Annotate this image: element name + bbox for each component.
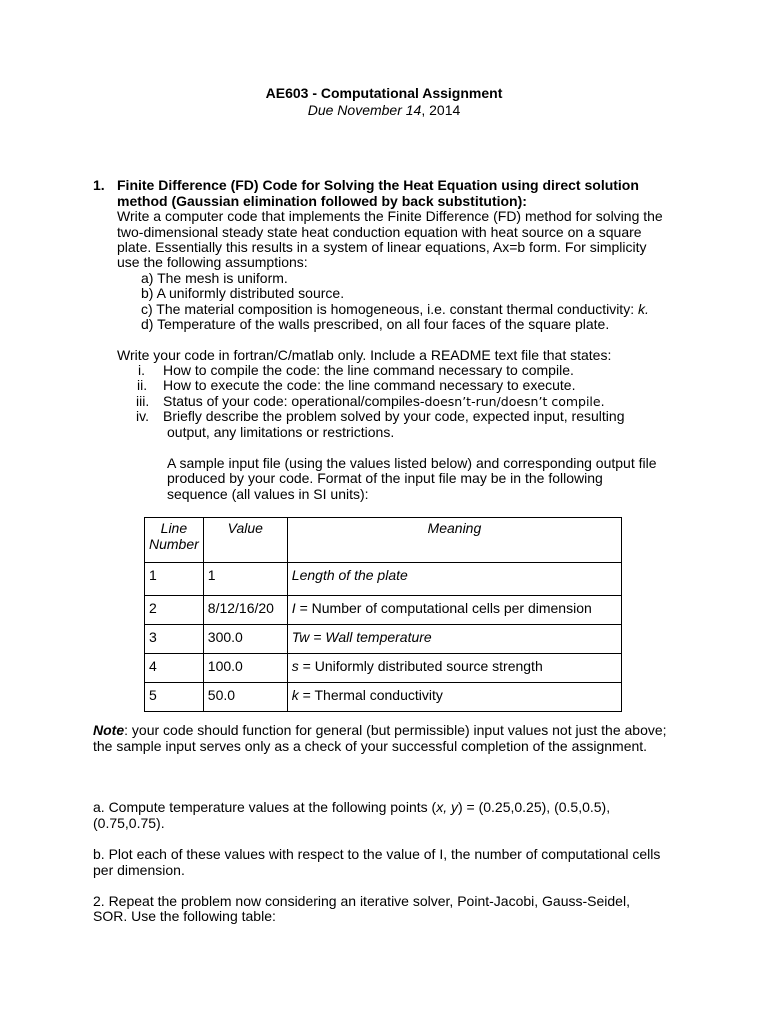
table-cell-meaning <box>287 683 621 712</box>
sample-description-line: A sample input file (using the values listed below) and corresponding output file <box>167 455 657 471</box>
part-b-line1: b. Plot each of these values with respect to the value of I, the number of computational cells <box>93 846 661 862</box>
table-cell-meaning-text: = Number of computational cells per dimension <box>295 600 592 616</box>
problem2-line2: SOR. Use the following table: <box>93 908 276 924</box>
part-a-line1 <box>93 799 610 815</box>
table-header-value: Value <box>203 518 287 563</box>
table-row <box>145 596 622 625</box>
table-cell-meaning-text: = Uniformly distributed source strength <box>298 658 543 674</box>
table-cell-var: I <box>291 600 296 616</box>
part-a-post: ) = (0.25,0.25), (0.5,0.5), <box>457 799 611 815</box>
table-row <box>145 683 622 712</box>
note-line1 <box>93 722 667 738</box>
table-row <box>145 563 622 596</box>
table-cell-var: k <box>291 687 299 703</box>
table-cell-meaning <box>287 654 621 683</box>
problem1-number: 1. <box>93 177 105 193</box>
table-row <box>145 625 622 654</box>
problem1-body-line: two-dimensional steady state heat conduction equation with heat source on a square <box>117 224 642 240</box>
part-b-line2: per dimension. <box>93 862 185 878</box>
readme-item-num: i. <box>138 362 145 378</box>
due-date <box>0 102 768 119</box>
problem1-heading-line2: method (Gaussian elimination followed by back substitution): <box>117 193 527 209</box>
readme-item-status-mono: doesn’t-run/doesn’t compile. <box>424 394 605 409</box>
readme-item-num: iii. <box>136 393 150 409</box>
note-label: Note <box>93 722 125 738</box>
readme-item-text: Briefly describe the problem solved by your code, expected input, resulting <box>163 408 625 424</box>
problem2-line1: 2. Repeat the problem now considering an iterative solver, Point-Jacobi, Gauss-Seidel, <box>93 893 630 909</box>
assumption-c-var: k. <box>637 301 649 317</box>
page-title: AE603 - Computational Assignment <box>265 85 503 101</box>
table-cell-value: 50.0 <box>203 683 287 712</box>
problem1-body-line: plate. Essentially this results in a system of linear equations, Ax=b form. For simplicity <box>117 239 647 255</box>
table-header-line-number <box>145 518 204 563</box>
assumption-c-text: c) The material composition is homogeneous, i.e. constant thermal conductivity: <box>141 301 638 317</box>
table-cell-line: 3 <box>145 625 204 654</box>
due-date-year: , 2014 <box>421 102 461 118</box>
note-line2: the sample input serves only as a check of your successful completion of the assignment. <box>93 738 648 754</box>
table-cell-value: 8/12/16/20 <box>203 596 287 625</box>
part-a-line2: (0.75,0.75). <box>93 815 165 831</box>
table-row <box>145 654 622 683</box>
table-cell-value: 300.0 <box>203 625 287 654</box>
problem1-body-line: use the following assumptions: <box>117 254 308 270</box>
readme-item-status-text: Status of your code: operational/compiles- <box>163 393 425 409</box>
assumption-a: a) The mesh is uniform. <box>141 270 288 286</box>
readme-item-num: ii. <box>137 377 148 393</box>
assumption-c <box>141 301 649 317</box>
part-a-xy: x, y <box>436 799 458 815</box>
table-cell-line: 2 <box>145 596 204 625</box>
sample-description-line: produced by your code. Format of the input file may be in the following <box>167 470 603 486</box>
due-date-prefix: Due November 14 <box>307 102 422 118</box>
part-a-pre: a. Compute temperature values at the following points ( <box>93 799 437 815</box>
input-parameters-table <box>144 517 622 712</box>
table-cell-var: s <box>291 658 299 674</box>
table-cell-value: 1 <box>203 563 287 596</box>
readme-item-num: iv. <box>136 408 149 424</box>
table-cell-meaning <box>287 596 621 625</box>
sample-description-line: sequence (all values in SI units): <box>167 486 369 502</box>
table-cell-meaning-text: = Thermal conductivity <box>298 687 443 703</box>
table-header-row <box>145 518 622 563</box>
readme-intro: Write your code in fortran/C/matlab only. Include a README text file that states: <box>117 347 612 363</box>
table-header-meaning: Meaning <box>287 518 621 563</box>
table-cell-meaning-text: Tw = Wall temperature <box>291 629 432 645</box>
note-text: : your code should function for general (but permissible) input values not just the above; <box>124 722 667 738</box>
problem1-heading-line1: Finite Difference (FD) Code for Solving the Heat Equation using direct solution <box>117 177 639 193</box>
readme-item-text: How to execute the code: the line command necessary to execute. <box>163 377 576 393</box>
table-cell-line: 5 <box>145 683 204 712</box>
problem1-body-line: Write a computer code that implements the Finite Difference (FD) method for solving the <box>117 208 663 224</box>
table-header-line: Line <box>160 520 188 536</box>
table-cell-meaning-text: Length of the plate <box>291 567 408 583</box>
table-header-number: Number <box>149 536 199 552</box>
table-cell-line: 1 <box>145 563 204 596</box>
table-cell-meaning <box>287 563 621 596</box>
table-cell-value: 100.0 <box>203 654 287 683</box>
assumption-d: d) Temperature of the walls prescribed, on all four faces of the square plate. <box>141 316 610 332</box>
readme-item-text-continued: output, any limitations or restrictions. <box>167 424 395 440</box>
assumption-b: b) A uniformly distributed source. <box>141 285 345 301</box>
table-cell-meaning <box>287 625 621 654</box>
table-cell-line: 4 <box>145 654 204 683</box>
readme-item-text: How to compile the code: the line command necessary to compile. <box>163 362 574 378</box>
